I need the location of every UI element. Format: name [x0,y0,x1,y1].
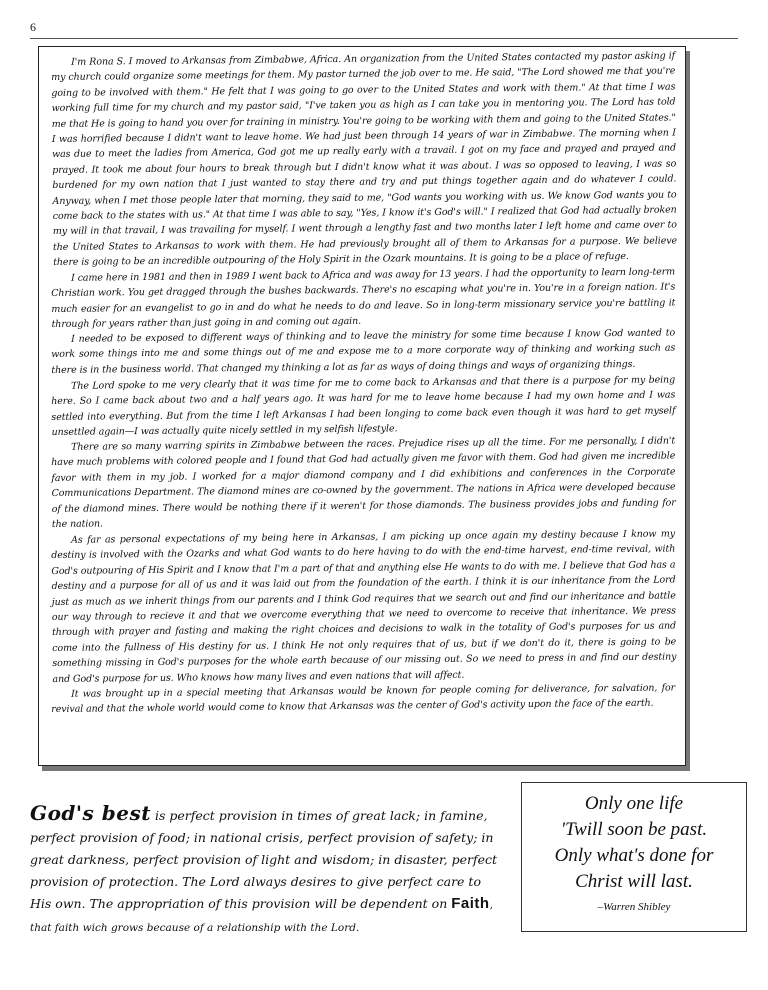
quote-line-4: Christ will last. [575,871,693,892]
story-paragraph-1: I'm Rona S. I moved to Arkansas from Zimbabwe, Africa. An organization from the United States contacted my pastor asking if my church could organize some meetings for them. My pastor turned the job over to me. He said, "The Lord showed me that you're going to be involved with them." He felt that I was going to go over to the United States and work with them." At that time I was working full time for my church and my pastor said, "I've taken you as high as I can take you in mentoring you. The Lord has told me that He is going to hand you over for training in ministry. You're going to be working with them and going to the United States." I was horrified because I didn't want to leave home. We had just been through 14 years of war in Zimbabwe. The morning when I was due to meet the ladies from America, God got me up really early with a travail. I got on my face and prayed and prayed and prayed. It took me about four hours to break through but I didn't know what it was about. I was so opposed to leaving, I was so burdened for my own nation that I just wanted to stay there and try and put things together again and do whatever I could. Anyway, when I met those people later that morning, they said to me, "God wants you working with us. We know God wants you to come back to the states with us." At that time I was able to say, "Yes, I know it's God's will." I realized that God had actually broken my will in that travail, I was travailing for myself. I went through a lengthy fast and two months later I left home and came over to the United States to Arkansas to work with them. He had previously brought all of them to Arkansas for a purpose. We believe there is going to be an incredible outpouring of the Holy Spirit in the Ozark mountains. It is going to be a place of refuge. [51,50,678,269]
quote-line-1: Only one life [584,793,684,814]
story-paragraph-4: The Lord spoke to me very clearly that it was time for me to come back to Arkansas and that there is a purpose for my being here. So I came back about two and a half years ago. It was hard for me to leave home because I had my own home and I was settled into everything. But from the time I left Arkansas I had been longing to come back even though it was hard to get myself unsettled again—I was actually quite nicely settled in my selfish lifestyle. [51,373,676,438]
quote-line-2: 'Twill soon be past. [560,819,708,840]
header-rule [30,38,738,39]
story-paragraph-2: I came here in 1981 and then in 1989 I went back to Africa and was away for 13 years. I had the opportunity to learn long-term Christian work. You get dragged through the bushes backwards. There's no escaping what you're in. You're in a foreign nation. It's much easier for an evangelist to go in and do what he needs to do and leave. So in long-term missionary service you're battling it through for years rather than just going in and coming out again. [51,266,676,330]
quote-attribution: –Warren Shibley [597,901,671,913]
poem-quote-box [521,782,747,932]
faith-word: Faith [451,895,490,912]
story-paragraph-6: As far as personal expectations of my being here in Arkansas, I am picking up once again my destiny because I know my destiny is involved with the Ozarks and what God wants to do here having to do with the end-time harvest, end-time revival, with God's outpouring of His Spirit and I know that I'm a part of that and anything else He wants to do with me. I believe that God has a destiny and a purpose for all of us and it was laid out from the foundation of the earth. I think it is our inheritance from the Lord just as much as we inherit things from our parents and I think God requires that we search out and find our inheritance and battle our way through to recieve it and that we overcome everything that we need to overcome to receive that inheritance. We press through with prayer and fasting and making the right choices and decisions to walk in the totality of God's purposes for us and come into the fullness of His destiny for us. I think He not only requires that of us, but if we don't do it, there is going to be something missing in God's purposes for the whole earth because of our missing out. So we need to press in and find our destiny and God's purpose for us. Who knows how many lives and even nations that will affect. [51,528,677,685]
gods-best-tail: , that faith wich grows because of a relationship with the Lord. [30,899,493,934]
quote-line-3: Only what's done for [554,845,714,866]
gods-best-heading: God's best [30,801,151,825]
gods-best-body: is perfect provision in times of great lack; in famine, perfect provision of food; in national crisis, perfect provision of safety; in great darkness, perfect provision of light and wisdom; in disaster, perfect provision of protection. The Lord always desires to give perfect care to His own. The appropriation of this provision will be dependent on [30,808,497,911]
story-paragraph-3: I needed to be exposed to different ways of thinking and to leave the ministry for some time because I know God wanted to work some things into me and some things out of me and expose me to a more corporate way of thinking and working such as there is in the business world. That changed my thinking a lot as far as ways of doing things and ways of organizing things. [51,327,676,377]
gods-best-passage [30,802,500,939]
testimony-story-box [38,46,686,766]
story-paragraph-5: There are so many warring spirits in Zimbabwe between the races. Prejudice rises up all the time. For me personally, I didn't have much problems with colored people and I found that God had actually given me favor with them. God had given me incredible favor with them in my job. I worked for a major diamond company and I did exhibitions and conferences in the Corporate Communications Department. The diamond mines are co-owned by the government. The nations in Africa were developed because of the diamond mines. There would be nothing there if it weren't for those diamonds. The business provides jobs and funding for the nation. [51,435,676,531]
story-paragraph-7: It was brought up in a special meeting that Arkansas would be known for people coming for deliverance, for salvation, for revival and that the whole world would come to know that Arkansas was the center of God's activity upon the face of the earth. [51,682,676,716]
page-number: 6 [30,20,36,34]
